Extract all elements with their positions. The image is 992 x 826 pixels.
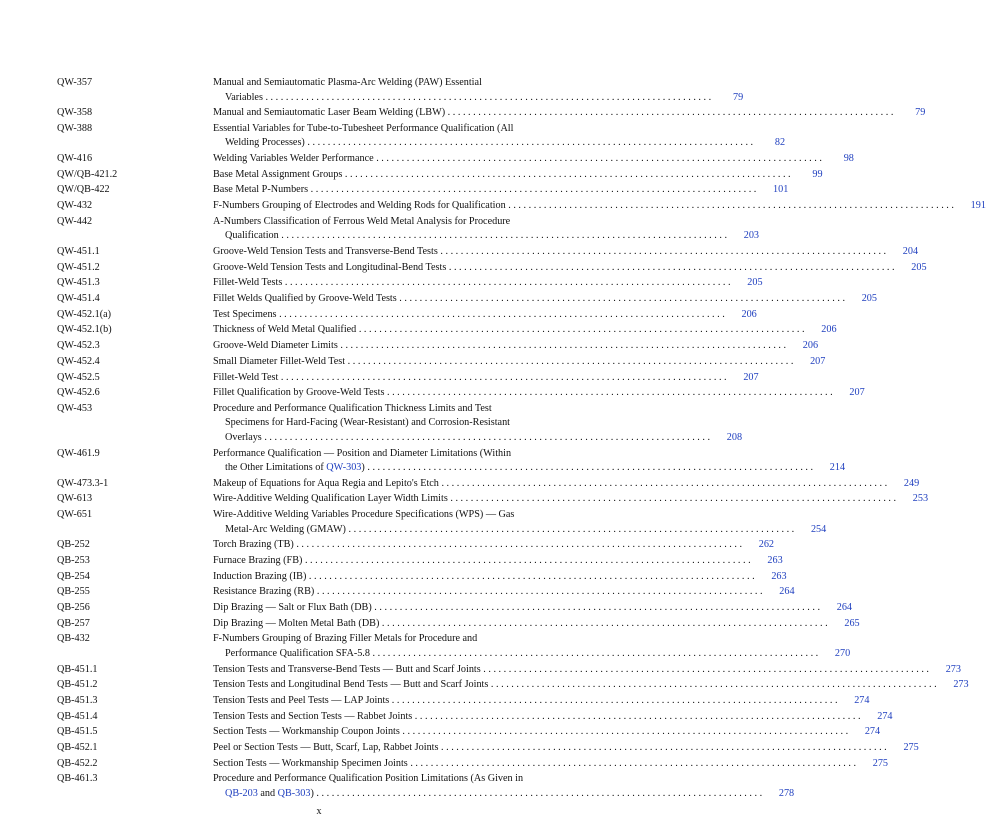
entry-title-last-line: Tension Tests and Peel Tests — LAP Joints . . . [213, 694, 837, 709]
entry-title-last-line: Performance Qualification SFA-5.8 . . . [213, 647, 818, 662]
leader-dots [397, 293, 845, 304]
toc-entry[interactable] [57, 617, 860, 632]
page-number-link[interactable]: 274 [864, 726, 881, 738]
toc-entry[interactable] [57, 554, 783, 569]
page-number-link[interactable]: 264 [779, 586, 795, 598]
entry-title [213, 678, 975, 693]
entry-title-last-line: Peel or Section Tests — Butt, Scarf, Lap, Rabbet Joints . . . [213, 741, 887, 756]
toc-entry[interactable] [57, 371, 759, 386]
leader-dots [306, 571, 754, 582]
entry-title-last-line: Groove-Weld Diameter Limits . . . [213, 339, 786, 354]
entry-title-last-line: Fillet Qualification by Groove-Weld Tests . . . [213, 386, 833, 401]
entry-code: QW-416 [57, 153, 93, 165]
leader-dots [370, 648, 818, 659]
entry-title [213, 617, 866, 632]
leader-dots [365, 462, 813, 473]
page-number-link[interactable]: 275 [872, 757, 889, 769]
entry-title-last-line: Fillet-Weld Test . . . [213, 371, 727, 386]
leader-dots [278, 372, 726, 383]
entry-code: QB-451.1 [57, 663, 98, 675]
entry-code: QW-473.3-1 [57, 477, 109, 489]
toc-entry[interactable] [57, 585, 795, 600]
entry-title-last-line: Makeup of Equations for Aqua Regia and Lepito's Etch . . . [213, 477, 887, 492]
page-number-link[interactable]: 263 [771, 570, 787, 582]
entry-code: QB-256 [57, 602, 90, 614]
table-of-figures [57, 76, 986, 803]
entry-title [213, 245, 924, 260]
entry-title-last-line: Induction Brazing (IB) . . . [213, 570, 755, 585]
page-number-link[interactable]: 98 [843, 153, 854, 165]
entry-title-line: F-Numbers Grouping of Brazing Filler Metals for Procedure and [213, 633, 478, 645]
toc-entry[interactable] [57, 772, 795, 801]
entry-code: QB-451.3 [57, 695, 98, 706]
entry-title-line: Performance Qualification — Position and Diameter Limitations (Within [213, 447, 512, 459]
leader-dots [314, 788, 762, 799]
leader-dots [346, 524, 794, 535]
entry-code: QB-461.3 [57, 773, 98, 785]
entry-code: QW/QB-422 [57, 184, 110, 196]
leader-dots [438, 246, 886, 257]
entry-code: QB-253 [57, 555, 90, 566]
entry-title [213, 601, 858, 616]
entry-title [213, 339, 824, 354]
page-number-link[interactable]: 203 [743, 230, 759, 242]
page-number-link[interactable]: 278 [778, 787, 795, 799]
page-number-link[interactable]: 206 [741, 308, 757, 320]
entry-title [213, 570, 793, 585]
entry-title [213, 76, 749, 105]
leader-dots [263, 92, 711, 103]
entry-title-last-line: Furnace Brazing (FB) . . . [213, 554, 751, 569]
entry-title-last-line: the Other Limitations of QW-303) . . . [213, 461, 813, 476]
entry-title [213, 508, 832, 537]
entry-title-last-line: Dip Brazing — Molten Metal Bath (DB) . . . [213, 617, 828, 632]
entry-title-last-line: Overlays . . . [213, 431, 710, 446]
page-number-link[interactable]: 263 [767, 555, 783, 566]
leader-dots [279, 230, 727, 241]
entry-title-last-line: Dip Brazing — Salt or Flux Bath (DB) . . . [213, 601, 820, 616]
toc-entry[interactable] [57, 757, 889, 772]
entry-title-last-line: Test Specimens . . . [213, 308, 725, 323]
entry-title-last-line: Base Metal Assignment Groups . . . [213, 168, 791, 183]
entry-title [213, 355, 831, 370]
leader-dots [302, 555, 750, 566]
toc-entry[interactable] [57, 725, 881, 740]
entry-title-last-line: Thickness of Weld Metal Qualified . . . [213, 323, 805, 338]
page-number-link[interactable]: 79 [915, 107, 926, 119]
entry-code: QW-651 [57, 509, 93, 521]
page-number-link[interactable]: 204 [902, 246, 919, 257]
page-number-link[interactable]: 253 [912, 493, 929, 505]
entry-title [213, 183, 794, 198]
leader-dots [384, 387, 832, 398]
entry-code: QW-452.1(a) [57, 308, 112, 320]
toc-entry[interactable] [57, 663, 961, 678]
entry-title [213, 122, 791, 151]
toc-entry[interactable] [57, 261, 927, 276]
toc-entry[interactable] [57, 122, 786, 151]
entry-title [213, 386, 871, 401]
entry-title-line: Procedure and Performance Qualification Thickness Limits and Test [213, 402, 492, 414]
page-number-link[interactable]: 273 [953, 679, 969, 691]
entry-title [213, 261, 933, 276]
entry-title [213, 292, 883, 307]
toc-entry[interactable] [57, 694, 870, 709]
entry-title [213, 402, 748, 446]
entry-title-last-line: Variables . . . [213, 91, 711, 106]
entry-code: QW/QB-421.2 [57, 168, 118, 180]
entry-title [213, 199, 992, 214]
page-number-link[interactable]: 82 [774, 137, 786, 149]
entry-code: QW-358 [57, 107, 93, 119]
toc-entry[interactable] [57, 245, 919, 260]
toc-entry[interactable] [57, 678, 969, 693]
entry-code: QB-452.1 [57, 742, 98, 754]
toc-entry[interactable] [57, 355, 826, 370]
entry-code: QB-451.2 [57, 679, 98, 691]
entry-code: QW-432 [57, 200, 93, 212]
leader-dots [282, 277, 730, 288]
leader-dots [374, 153, 822, 164]
entry-title [213, 554, 789, 569]
leader-dots [438, 742, 886, 753]
toc-entry[interactable] [57, 276, 763, 291]
page-number-link[interactable]: 270 [834, 647, 851, 659]
entry-code: QW-452.5 [57, 371, 100, 383]
entry-title-last-line: Fillet Welds Qualified by Groove-Weld Tests . . . [213, 292, 845, 307]
entry-code: QB-451.5 [57, 726, 98, 738]
page-number-link[interactable]: 206 [802, 340, 819, 352]
leader-dots [389, 695, 837, 706]
toc-entry[interactable] [57, 76, 744, 105]
page-number-link[interactable]: 205 [861, 293, 877, 305]
page-number-footer: x [316, 806, 322, 817]
entry-title [213, 371, 765, 386]
leader-dots [448, 493, 896, 504]
leader-dots [262, 432, 710, 443]
page-number-link[interactable]: 99 [812, 168, 823, 180]
toc-entry[interactable] [57, 447, 846, 476]
toc-entry[interactable] [57, 386, 865, 401]
leader-dots [308, 184, 756, 195]
entry-code: QW-452.3 [57, 340, 100, 352]
page-number-link[interactable]: 254 [810, 523, 827, 535]
entry-title [213, 308, 763, 323]
toc-entry[interactable] [57, 492, 929, 507]
leader-dots [372, 602, 820, 613]
toc-entry[interactable] [57, 215, 759, 244]
entry-code: QW-613 [57, 493, 93, 505]
toc-entry[interactable] [57, 339, 819, 354]
leader-dots [342, 169, 790, 180]
entry-title-line: Essential Variables for Tube-to-Tubesheet Performance Qualification (All [213, 122, 514, 134]
entry-title [213, 663, 967, 678]
entry-code: QW-451.2 [57, 261, 100, 273]
entry-title [213, 741, 925, 756]
entry-title-last-line: Manual and Semiautomatic Laser Beam Welding (LBW) . . . [213, 106, 893, 121]
leader-dots [356, 324, 804, 335]
entry-title-last-line: QB-203 and QB-303) . . . [213, 787, 762, 802]
entry-code: QW-388 [57, 122, 93, 134]
toc-entry[interactable] [57, 152, 854, 167]
cross-reference-link[interactable]: QB-203 [225, 787, 258, 799]
entry-code: QB-257 [57, 617, 90, 629]
leader-dots [488, 679, 936, 690]
entry-title [213, 215, 765, 244]
entry-code: QB-255 [57, 586, 90, 598]
toc-entry[interactable] [57, 570, 787, 585]
entry-title-line: Manual and Semiautomatic Plasma-Arc Welding (PAW) Essential [213, 77, 482, 88]
toc-entry[interactable] [57, 477, 920, 492]
entry-title-last-line: Wire-Additive Welding Qualification Layer Width Limits . . . [213, 492, 896, 507]
toc-entry[interactable] [57, 538, 775, 553]
leader-dots [305, 137, 753, 148]
page-number-link[interactable]: 208 [726, 431, 743, 443]
page-number-link[interactable]: 207 [743, 371, 759, 383]
toc-entry[interactable] [57, 508, 827, 537]
entry-title [213, 152, 860, 167]
leader-dots [338, 340, 786, 351]
entry-title-last-line: Welding Processes) . . . [213, 136, 753, 151]
page-number-link[interactable]: 274 [854, 695, 870, 706]
leader-dots [277, 309, 725, 320]
entry-title-last-line: Resistance Brazing (RB) . . . [213, 585, 763, 600]
page-number-link[interactable]: 101 [773, 184, 789, 196]
leader-dots [439, 478, 887, 489]
page-number-link[interactable]: 275 [903, 742, 919, 754]
entry-code: QW-451.4 [57, 293, 100, 305]
entry-code: QB-451.4 [57, 710, 98, 722]
entry-title [213, 757, 894, 772]
cross-reference-link[interactable]: QB-303 [277, 787, 311, 799]
leader-dots [446, 262, 894, 273]
page-number-link[interactable]: 205 [911, 261, 927, 273]
entry-code: QW-452.6 [57, 387, 100, 399]
entry-title [213, 538, 780, 553]
entry-code: QW-453 [57, 402, 93, 414]
entry-title [213, 477, 925, 492]
entry-code: QB-254 [57, 570, 90, 582]
entry-title [213, 447, 851, 476]
toc-entry[interactable] [57, 402, 743, 446]
toc-entry[interactable] [57, 741, 919, 756]
entry-title [213, 772, 800, 801]
entry-title-last-line: Metal-Arc Welding (GMAW) . . . [213, 523, 794, 538]
entry-title-last-line: Small Diameter Fillet-Weld Test . . . [213, 355, 793, 370]
entry-title [213, 492, 934, 507]
entry-code: QW-357 [57, 77, 93, 88]
entry-code: QW-442 [57, 215, 93, 227]
entry-code: QW-451.3 [57, 277, 100, 289]
entry-title-last-line: Groove-Weld Tension Tests and Transverse-Bend Tests . . . [213, 245, 886, 260]
leader-dots [379, 618, 827, 629]
page-number-link[interactable]: 214 [829, 462, 846, 474]
toc-entry[interactable] [57, 601, 852, 616]
page-number-link[interactable]: 191 [970, 200, 986, 212]
entry-title [213, 632, 856, 661]
toc-entry[interactable] [57, 308, 757, 323]
toc-entry[interactable] [57, 199, 986, 214]
page-number-link[interactable]: 207 [810, 355, 826, 367]
entry-title [213, 694, 875, 709]
entry-title-line: Specimens for Hard-Facing (Wear-Resistant) and Corrosion-Resistant [225, 417, 511, 429]
entry-title-line: A-Numbers Classification of Ferrous Weld Metal Analysis for Procedure [213, 215, 511, 227]
page-number-link[interactable]: 206 [821, 324, 837, 336]
toc-entry[interactable] [57, 323, 837, 338]
entry-code: QB-432 [57, 633, 90, 645]
toc-entry[interactable] [57, 632, 851, 661]
entry-title-last-line: Groove-Weld Tension Tests and Longitudinal-Bend Tests . . . [213, 261, 895, 276]
leader-dots [408, 758, 856, 769]
entry-code: QW-451.1 [57, 246, 100, 257]
entry-title-last-line: Qualification . . . [213, 229, 727, 244]
leader-dots [412, 711, 860, 722]
leader-dots [506, 200, 954, 211]
page-number-link[interactable]: 262 [758, 539, 775, 551]
page-number-link[interactable]: 79 [732, 91, 744, 103]
entry-title-last-line: Tension Tests and Longitudinal Bend Tests — Butt and Scarf Joints . . . [213, 678, 937, 693]
entry-code: QW-452.1(b) [57, 324, 112, 336]
leader-dots [445, 107, 893, 118]
entry-title-last-line: Section Tests — Workmanship Coupon Joints . . . [213, 725, 848, 740]
toc-entry[interactable] [57, 183, 789, 198]
entry-title [213, 725, 886, 740]
entry-title-last-line: Torch Brazing (TB) . . . [213, 538, 742, 553]
entry-title [213, 106, 931, 121]
entry-code: QW-452.4 [57, 355, 100, 367]
entry-title-last-line: Tension Tests and Section Tests — Rabbet Joints . . . [213, 710, 861, 725]
page-number-link[interactable]: 265 [844, 617, 860, 629]
page-number-link[interactable]: 273 [945, 663, 961, 675]
entry-code: QW-461.9 [57, 447, 100, 459]
toc-entry[interactable] [57, 292, 877, 307]
entry-title [213, 710, 899, 725]
leader-dots [400, 726, 848, 737]
page-number-link[interactable]: 207 [849, 387, 865, 399]
entry-title-last-line: Base Metal P-Numbers . . . [213, 183, 756, 198]
toc-entry[interactable] [57, 710, 893, 725]
entry-title-line: Procedure and Performance Qualification Position Limitations (As Given in [213, 773, 524, 785]
page-number-link[interactable]: 249 [903, 477, 920, 489]
page-number-link[interactable]: 264 [836, 602, 852, 614]
leader-dots [294, 539, 742, 550]
entry-title [213, 168, 829, 183]
page-number-link[interactable]: 205 [747, 277, 763, 289]
entry-code: QB-252 [57, 539, 90, 551]
entry-title [213, 323, 843, 338]
leader-dots [314, 586, 762, 597]
entry-title-line: Wire-Additive Welding Variables Procedure Specifications (WPS) — Gas [213, 509, 515, 521]
toc-entry[interactable] [57, 168, 823, 183]
leader-dots [345, 356, 793, 367]
entry-title-last-line: Section Tests — Workmanship Specimen Joints . . . [213, 757, 856, 772]
cross-reference-link[interactable]: QW-303 [326, 462, 362, 474]
toc-entry[interactable] [57, 106, 926, 121]
entry-title-last-line: F-Numbers Grouping of Electrodes and Welding Rods for Qualification . . . [213, 199, 954, 214]
entry-title-last-line: Welding Variables Welder Performance . . . [213, 152, 822, 167]
entry-title [213, 276, 769, 291]
leader-dots [481, 664, 929, 675]
page-number-link[interactable]: 274 [877, 710, 893, 722]
entry-title-last-line: Fillet-Weld Tests . . . [213, 276, 731, 291]
entry-title [213, 585, 801, 600]
entry-title-last-line: Tension Tests and Transverse-Bend Tests — Butt and Scarf Joints . . . [213, 663, 929, 678]
entry-code: QB-452.2 [57, 757, 98, 769]
